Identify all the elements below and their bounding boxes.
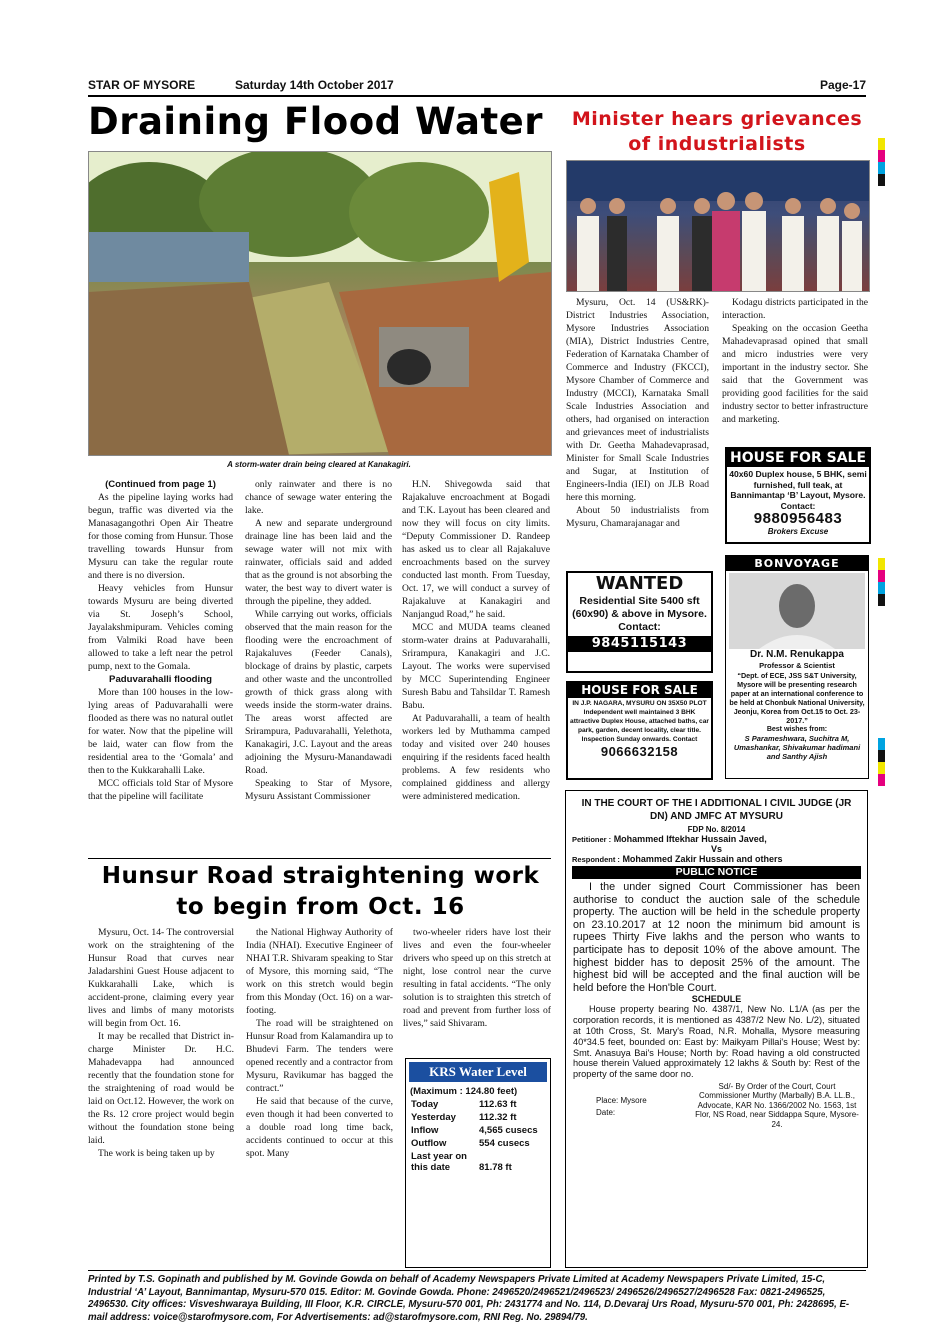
paragraph: He said that because of the curve, even though it had been converted to a double road long time back, accidents continued to occur at this spot. Many bbox=[246, 1096, 393, 1159]
ad-phone: 9880956483 bbox=[753, 510, 843, 527]
yellow-mark bbox=[878, 762, 885, 774]
paragraph: It may be recalled that District in-charge Minister Dr. H.C. Mahadevappa had announced recently that the foundation stone for the straightening of road would be laid on Oct.12. However, the work on the Rs. 12 crore project would begin without the foundation stone being laid. bbox=[88, 1031, 234, 1146]
story3-column-2 bbox=[246, 926, 393, 1266]
paragraph: About 50 industrialists from Mysuru, Chamarajanagar and bbox=[566, 505, 709, 529]
subheading: (Continued from page 1) bbox=[105, 479, 216, 490]
black-mark bbox=[878, 594, 885, 606]
story3-headline-line1: Hunsur Road straightening work bbox=[101, 863, 540, 889]
ad-body: 40x60 Duplex house, 5 BHK, semi furnished, full teak, at Bannimantap ‘B’ Layout, Mysore. Contact: bbox=[729, 469, 867, 511]
wanted-ad bbox=[566, 571, 713, 673]
header-rule bbox=[88, 95, 866, 97]
ad-title: WANTED bbox=[595, 573, 684, 594]
ad-title: HOUSE FOR SALE bbox=[568, 683, 711, 698]
minister-photo bbox=[566, 160, 870, 292]
house-for-sale-ad-2 bbox=[566, 681, 713, 780]
portrait-photo bbox=[729, 573, 865, 649]
paragraph: The road will be straightened on Hunsur Road from Kalamandira up to Bhudevi Farm. The tenders were opened recently and a contractor from Mysuru, Ravikumar has bagged the contract.” bbox=[246, 1018, 393, 1094]
paragraph: MCC officials told Star of Mysore that the pipeline will facilitate bbox=[88, 778, 233, 802]
story1-column-3 bbox=[402, 478, 550, 856]
story3-column-1 bbox=[88, 926, 234, 1266]
masthead: STAR OF MYSORE bbox=[88, 78, 196, 92]
paragraph: As the pipeline laying works had begun, traffic was diverted via the Manasagangothri Open Air Theatre for those coming from Hunsur. Those travelling towards Hunsur from Mysuru can take the regular route and there is no diversion. bbox=[88, 492, 233, 581]
krs-value-last-year: 81.78 ft bbox=[479, 1162, 512, 1173]
paragraph: While carrying out works, officials observed that the main reason for the flooding were the encroachment of Rajakaluves (Feeder Canals), blockage of drains by plastic, carpets and other waste and the uncontrolled growth of thick grass along with weeds inside the storm-water drains. The areas worst affected are Srirampura, Paduvarahalli, Yelethota, Kanakagiri, J.C. Layout and the areas adjoining the Mysuru-Manandawadi Road. bbox=[245, 609, 392, 776]
paragraph: Speaking on the occasion Geetha Mahadevaprasad opined that small and micro industries were very important in the industry sector. She said that the Government was providing good facilities for the said industry sector to better infrastructure and marketing. bbox=[722, 323, 868, 425]
krs-value-inflow: 4,565 cusecs bbox=[479, 1125, 538, 1136]
table-row bbox=[409, 1111, 540, 1124]
cyan-mark bbox=[878, 738, 885, 750]
paragraph: two-wheeler riders have lost their lives and even the four-wheeler drivers who speed up on this stretch at night, lose control near the curve resulting in fatal accidents. “The only solution is to straighten this stretch of road and prevent from further loss of lives,” said Shivaram. bbox=[403, 927, 551, 1029]
krs-max: (Maximum : 124.80 feet) bbox=[410, 1086, 518, 1097]
wishes-names: S Parameshwara, Suchitra M, Umashankar, Shivakumar hadimani and Santhy Ajish bbox=[733, 734, 861, 761]
krs-value-yesterday: 112.32 ft bbox=[479, 1112, 517, 1123]
story3-headline bbox=[88, 861, 553, 923]
paragraph: H.N. Shivegowda said that Rajakaluve encroachment at Bogadi and T.K. Layout has been cleared and now they will focus on city limits. “Deputy Commissioner D. Randeep has asked us to clear all Rajakaluve encroachments based on the survey conducted last month. From Tuesday, Oct. 17, we will conduct a survey of Rajakaluve at Kanakagiri and Nanjangud Road,” he said. bbox=[402, 479, 550, 620]
krs-value-today: 112.63 ft bbox=[479, 1099, 517, 1110]
page-header bbox=[88, 78, 866, 94]
drain-photo-illustration bbox=[89, 152, 551, 455]
krs-label-today: Today bbox=[411, 1099, 439, 1110]
paragraph: A new and separate underground drainage line has been laid and the sewage water will not mix with rainwater, officials said and added that as the ground is not absorbing the water, the best way to divert water is through the pipeline, they added. bbox=[245, 518, 392, 607]
magenta-mark bbox=[878, 774, 885, 786]
cyan-mark bbox=[878, 582, 885, 594]
schedule-body: House property bearing No. 4387/1, New No. L1/A (as per the corporation records, it is mentioned as 4387/2 New No. L/2), situated at 10th Cross, St. Mary's Road, N.R. Mohalla, Mysore measuring 40*34.5 feet, bounded on: East by: Maikyam Pillai's House; West by: Smt. Anasuya Bai's House; North by: Road having a old constructed house therein Valued approximately 12 lakhs & South by: Rest of the property of the same door no. bbox=[573, 1004, 860, 1080]
paragraph: Heavy vehicles from Hunsur towards Mysuru are being diverted via St. Joseph’s School, Jayalakshmipuram. Vehicles coming from Valmiki Road have been allowed to take a left near the petrol pump, next to the Gomala. bbox=[88, 583, 233, 672]
ad-note: Brokers Excuse bbox=[767, 527, 829, 536]
krs-label-outflow: Outflow bbox=[411, 1138, 447, 1149]
krs-value-outflow: 554 cusecs bbox=[479, 1138, 530, 1149]
story1-column-2 bbox=[245, 478, 392, 856]
petitioner-label: Petitioner : bbox=[572, 835, 612, 844]
minister-photo-illustration bbox=[567, 161, 869, 291]
paragraph: Speaking to Star of Mysore, Mysuru Assistant Commissioner bbox=[245, 778, 392, 802]
story3-headline-line2: to begin from Oct. 16 bbox=[176, 894, 465, 920]
public-notice-band: PUBLIC NOTICE bbox=[572, 866, 861, 879]
krs-table bbox=[409, 1098, 540, 1174]
paragraph: The work is being taken up by bbox=[98, 1148, 215, 1159]
date-label: Date: bbox=[596, 1107, 616, 1117]
krs-water-level-box bbox=[405, 1058, 551, 1268]
cyan-mark bbox=[878, 162, 885, 174]
respondent-name: Mohammed Zakir Hussain and others bbox=[622, 854, 783, 864]
commissioner-signature: Sd/- By Order of the Court, Court Commissioner Murthy (Marbally) B.A. LL.B., Advocate, KAR No. 1366/2002 No. 1563, 1st Flor, NS Road, near Siddappa Squre, Mysore-24. bbox=[695, 1081, 859, 1129]
person-role: Professor & Scientist bbox=[759, 661, 835, 670]
court-title: IN THE COURT OF THE I ADDITIONAL I CIVIL JUDGE (JR DN) AND JMFC AT MYSURU bbox=[581, 798, 852, 822]
drain-photo bbox=[88, 151, 552, 456]
story2-headline-line1: Minister hears grievances bbox=[571, 108, 863, 130]
bonvoyage-ad bbox=[725, 555, 869, 779]
black-mark bbox=[878, 750, 885, 762]
table-row bbox=[409, 1124, 540, 1137]
house-for-sale-ad-1 bbox=[725, 447, 871, 544]
photo-caption: A storm-water drain being cleared at Kanakagiri. bbox=[227, 460, 411, 469]
petitioner-name: Mohammed Iftekhar Hussain Javed, bbox=[613, 834, 767, 844]
paragraph: Mysuru, Oct. 14- The controversial work on the straightening of the Hunsur Road that curves near Jaladarshini Guest House adjacent to Kukkarahalli Lake, which is accident-prone, claiming every year lives and limbs of many motorists will begin from Oct. 16. bbox=[88, 927, 234, 1029]
versus: Vs bbox=[710, 844, 722, 854]
story1-column-1 bbox=[88, 478, 233, 856]
story2-headline bbox=[564, 107, 870, 157]
place-label: Place: Mysore bbox=[596, 1095, 647, 1105]
paragraph: Mysuru, Oct. 14 (US&RK)- District Industries Association, Mysore Industries Association (MIA), District Industries Centre, Federation of Karnataka Chamber of Commerce and Industry (FKCCI), Mysore Chamber of Commerce and Industry (MCCI), Karnataka Small Scale Industries Association and others, had organised on interaction and grievances meet of industrialists with Dr. Geetha Mahadevaprasad, Minister for Small Scale Industries and Sugar, at Institution of Engineers-India (IEI) on JLB Road here this morning. bbox=[566, 297, 709, 503]
respondent-label: Respondent : bbox=[572, 855, 620, 864]
paragraph: Kodagu districts participated in the interaction. bbox=[722, 297, 868, 321]
story-divider bbox=[88, 858, 551, 859]
notice-body: I the under signed Court Commissioner has been authorise to conduct the auction sale of the schedule property. The auction will be held in the schedule property on 23.10.2017 at 12 noon the minimum bid amount is rupees Thirty Five lakhs and the person who wants to participate has to deposit 10% of the above amount. The highest bidder has to deposit 25% of the amount. The highest bid will be accepted and the final auction will be held before the Hon'ble Court. bbox=[573, 881, 860, 994]
schedule-heading: SCHEDULE bbox=[691, 994, 742, 1005]
krs-label-last-year: Last year on this date bbox=[411, 1151, 467, 1173]
ad-body: “Dept. of ECE, JSS S&T University, Mysore will be presenting research paper at an international conference to be held at Chonbuk National University, Jeonju, Korea from Oct.15 to Oct. 23-2017.” bbox=[729, 671, 865, 725]
ad-phone: 9845115143 bbox=[568, 636, 711, 652]
court-notice bbox=[565, 790, 868, 1268]
black-mark bbox=[878, 174, 885, 186]
ad-title: BONVOYAGE bbox=[726, 556, 868, 571]
magenta-mark bbox=[878, 150, 885, 162]
krs-label-yesterday: Yesterday bbox=[411, 1112, 456, 1123]
ad-phone: 9066632158 bbox=[600, 744, 679, 759]
story2-headline-line2: of industrialists bbox=[628, 133, 806, 155]
story2-column-2 bbox=[722, 296, 868, 436]
paragraph: MCC and MUDA teams cleaned storm-water drains at Paduvarahalli, Srirampura, Kanakagiri and J.C. Layout. The works were supervised by MCC Superintending Engineer Suresh Babu and Tahsildar T. Ramesh Babu. bbox=[402, 622, 550, 711]
ad-title: HOUSE FOR SALE bbox=[727, 449, 869, 467]
table-row bbox=[409, 1137, 540, 1150]
person-name: Dr. N.M. Renukappa bbox=[750, 649, 844, 660]
krs-label-inflow: Inflow bbox=[411, 1125, 439, 1136]
page-number: Page-17 bbox=[819, 78, 866, 92]
imprint-footer: Printed by T.S. Gopinath and published by M. Govinde Gowda on behalf of Academy Newspapers Private Limited at Academy Newspapers Private Limited, 15-C, Industrial ‘A’ Layout, Bannimantap, Mysuru-570 015. Editor: M. Govinde Gowda. Phone: 2496520/2496521/2496523/ 2496526/2496527/2496528 Fax: 0821-2496525, 2496530. City offices: Visveshwaraya Building, III Floor, K.R. CIRCLE, Mysuru-570 001, Ph: 2431774 and No. 114, D.Devaraj Urs Road, Mysuru-570 001, Ph: 2428695, E-mail address: voice@starofmysore.com, For Advertisements: ad@starofmysore.com, RNI Reg. No. 29894/79. bbox=[88, 1274, 850, 1323]
footer-rule bbox=[88, 1270, 866, 1271]
table-row bbox=[409, 1150, 540, 1174]
registration-marks bbox=[878, 78, 886, 1328]
magenta-mark bbox=[878, 570, 885, 582]
ad-body: Residential Site 5400 sft (60x90) & above in Mysore. Contact: bbox=[572, 595, 707, 633]
story3-column-3 bbox=[403, 926, 551, 1054]
issue-date: Saturday 14th October 2017 bbox=[235, 78, 394, 92]
story1-headline: Draining Flood Water bbox=[88, 100, 543, 143]
paragraph: the National Highway Authority of India (NHAI). Executive Engineer of NHAI T.R. Shivaram speaking to Star of Mysore, this morning said, “The work on this stretch would begin from this Monday (Oct. 16) on a war-footing. bbox=[246, 927, 393, 1016]
story2-column-1 bbox=[566, 296, 709, 558]
portrait-illustration bbox=[729, 573, 865, 649]
table-row bbox=[409, 1098, 540, 1111]
krs-title: KRS Water Level bbox=[409, 1062, 547, 1082]
paragraph: More than 100 houses in the low-lying areas of Paduvarahalli were flooded as there was no natural outlet for water. Now that the pipeline will be laid, water can flow from the residential area to the ‘Gomala’ and then to the Kukkarahalli Lake. bbox=[88, 687, 233, 776]
yellow-mark bbox=[878, 138, 885, 150]
ad-body: IN J.P. NAGARA, MYSURU ON 35X50 PLOT Independent well maintained 3 BHK attractive Duplex House, attached baths, car park, garden, decent locality, clear title. Inspection Sunday onwards. Contact bbox=[570, 700, 709, 743]
fdp-number: FDP No. 8/2014 bbox=[687, 825, 746, 834]
wishes-label: Best wishes from: bbox=[766, 726, 828, 733]
paragraph: only rainwater and there is no chance of sewage water entering the lake. bbox=[245, 479, 392, 516]
subheading: Paduvarahalli flooding bbox=[109, 674, 212, 685]
yellow-mark bbox=[878, 558, 885, 570]
paragraph: At Paduvarahalli, a team of health workers led by Muthamma camped today and visited over 240 houses enquiring if the residents faced health problems. A few residents who complained giddiness and allergy were administered medication. bbox=[402, 713, 550, 802]
